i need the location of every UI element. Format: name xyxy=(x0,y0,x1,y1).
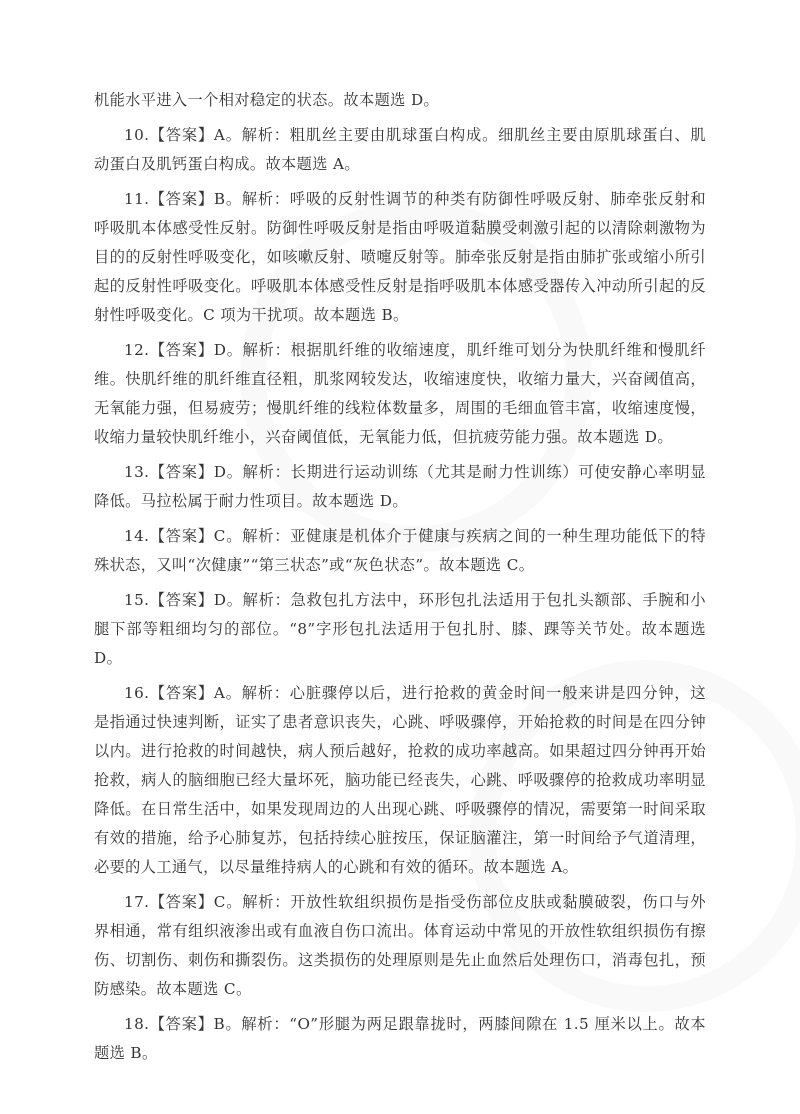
answer-item-16: 16.【答案】A。解析：心脏骤停以后，进行抢救的黄金时间一般来讲是四分钟，这是指通过快速判断，证实了患者意识丧失，心跳、呼吸骤停，开始抢救的时间是在四分钟以内。进行抢救的时间越快，病人预后越好，抢救的成功率越高。如果超过四分钟再开始抢救，病人的脑细胞已经大量坏死，脑功能已经丧失，心跳、呼吸骤停的抢救成功率明显降低。在日常生活中，如果发现周边的人出现心跳、呼吸骤停的情况，需要第一时间采取有效的措施，给予心肺复苏，包括持续心脏按压，保证脑灌注，第一时间给予气道清理，必要的人工通气，以尽量维持病人的心跳和有效的循环。故本题选 A。 xyxy=(94,684,706,876)
answer-item-12: 12.【答案】D。解析：根据肌纤维的收缩速度，肌纤维可划分为快肌纤维和慢肌纤维。快肌纤维的肌纤维直径粗，肌浆网较发达，收缩速度快，收缩力量大，兴奋阈值高，无氧能力强，但易疲劳；慢肌纤维的线粒体数量多，周围的毛细血管丰富，收缩速度慢，收缩力量较快肌纤维小，兴奋阈值低，无氧能力低，但抗疲劳能力强。故本题选 D。 xyxy=(94,341,706,446)
paragraph-continuation: 机能水平进入一个相对稳定的状态。故本题选 D。 xyxy=(94,91,440,109)
answer-item-14: 14.【答案】C。解析：亚健康是机体介于健康与疾病之间的一种生理功能低下的特殊状态，又叫“次健康”“第三状态”或“灰色状态”。故本题选 C。 xyxy=(94,527,706,574)
answer-item-17: 17.【答案】C。解析：开放性软组织损伤是指受伤部位皮肤或黏膜破裂，伤口与外界相通，常有组织液渗出或有血液自伤口流出。体育运动中常见的开放性软组织损伤有擦伤、切割伤、刺伤和撕裂伤。这类损伤的处理原则是先止血然后处理伤口，消毒包扎，预防感染。故本题选 C。 xyxy=(94,893,706,998)
answer-item-15: 15.【答案】D。解析：急救包扎方法中，环形包扎法适用于包扎头额部、手腕和小腿下部等粗细均匀的部位。“8”字形包扎法适用于包扎肘、膝、踝等关节处。故本题选 D。 xyxy=(94,591,706,667)
answer-item-10: 10.【答案】A。解析：粗肌丝主要由肌球蛋白构成。细肌丝主要由原肌球蛋白、肌动蛋白及肌钙蛋白构成。故本题选 A。 xyxy=(94,126,706,173)
answer-item-13: 13.【答案】D。解析：长期进行运动训练（尤其是耐力性训练）可使安静心率明显降低。马拉松属于耐力性项目。故本题选 D。 xyxy=(94,463,706,510)
answer-item-11: 11.【答案】B。解析：呼吸的反射性调节的种类有防御性呼吸反射、肺牵张反射和呼吸肌本体感受性反射。防御性呼吸反射是指由呼吸道黏膜受刺激引起的以清除刺激物为目的的反射性呼吸变化，如咳嗽反射、喷嚏反射等。肺牵张反射是指由肺扩张或缩小所引起的反射性呼吸变化。呼吸肌本体感受性反射是指呼吸肌本体感受器传入冲动所引起的反射性呼吸变化。C 项为干扰项。故本题选 B。 xyxy=(94,190,706,324)
answer-explanations xyxy=(94,86,706,1074)
answer-item-18: 18.【答案】B。解析：“O”形腿为两足跟靠拢时，两膝间隙在 1.5 厘米以上。故本题选 B。 xyxy=(94,1015,706,1062)
